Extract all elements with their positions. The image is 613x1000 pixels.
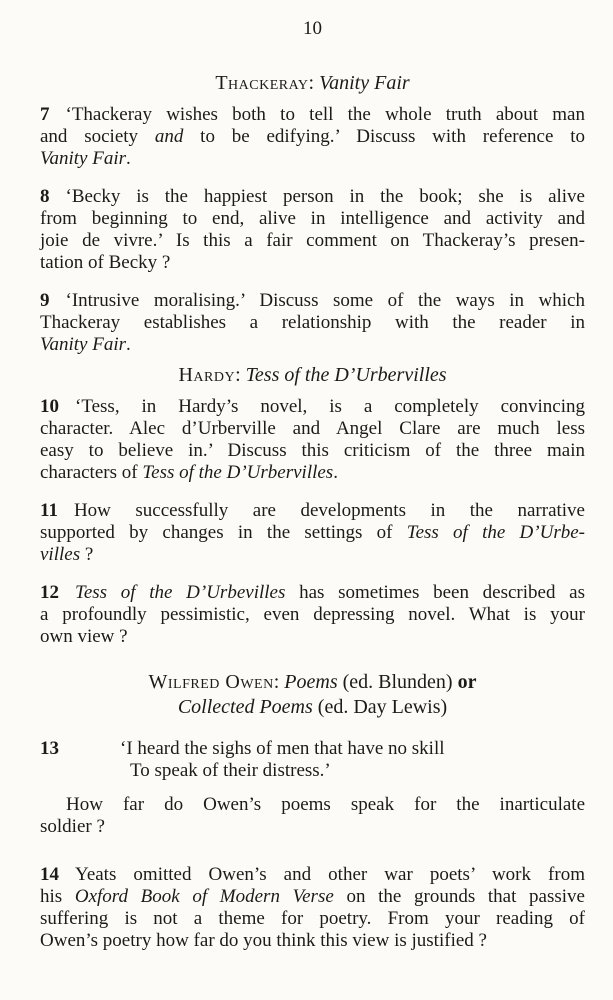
text-run: supported by changes in the settings of xyxy=(40,522,407,543)
text-line xyxy=(40,544,585,566)
question-number: 8 xyxy=(40,186,50,207)
text-run: . xyxy=(126,334,131,355)
text-run: characters of xyxy=(40,462,143,483)
text-run: ‘Thackeray wishes both to tell the whole truth about man xyxy=(65,104,585,125)
question-number: 13 xyxy=(40,738,59,759)
text-run: Vanity Fair xyxy=(40,148,127,169)
question-8 xyxy=(40,186,585,274)
text-run: ‘Tess, in Hardy’s novel, is a completely convincing xyxy=(75,396,585,417)
text-run: or xyxy=(457,671,477,693)
text-line xyxy=(40,604,585,626)
text-run: and xyxy=(154,126,184,147)
text-run: Yeats omitted Owen’s and other war poets’ work from xyxy=(75,864,585,885)
text-run: Thackeray xyxy=(215,72,309,94)
text-run: . xyxy=(126,148,131,169)
text-line xyxy=(40,72,585,94)
text-line xyxy=(40,334,585,356)
text-run: Collected Poems xyxy=(177,696,313,718)
text-run: : xyxy=(273,671,285,693)
text-run: a profoundly pessimistic, even depressing novel. What is your xyxy=(40,604,585,625)
text-run: ‘Intrusive moralising.’ Discuss some of the ways in which xyxy=(65,290,585,311)
text-line xyxy=(40,440,585,462)
text-run: (ed. Blunden) xyxy=(337,671,458,693)
text-line xyxy=(40,186,585,208)
text-run: character. Alec d’Urberville and Angel Clare are much less xyxy=(40,418,585,439)
text-run: ? xyxy=(80,544,94,565)
text-line xyxy=(40,522,585,544)
text-run: Vanity Fair xyxy=(40,334,127,355)
text-run: Poems xyxy=(284,671,338,693)
text-line xyxy=(40,695,585,720)
text-line xyxy=(40,626,585,648)
text-run: own view ? xyxy=(40,626,128,647)
question-13-prompt xyxy=(40,794,585,838)
text-run: (ed. Day Lewis) xyxy=(312,696,448,718)
text-run: To speak of their distress.’ xyxy=(130,760,331,781)
text-run: Owen’s poetry how far do you think this view is justified ? xyxy=(40,930,487,951)
text-run: : xyxy=(308,72,320,94)
section-heading-hardy xyxy=(40,364,585,386)
text-line xyxy=(40,148,585,170)
text-line xyxy=(40,104,585,126)
question-number: 7 xyxy=(40,104,50,125)
text-run: Vanity Fair xyxy=(319,72,410,94)
text-line xyxy=(40,462,585,484)
text-run: Tess of the D’Urbervilles xyxy=(142,462,334,483)
question-number: 14 xyxy=(40,864,59,885)
text-line xyxy=(40,208,585,230)
text-line xyxy=(40,126,585,148)
text-run: How far do Owen’s poems speak for the inarticulate xyxy=(66,794,585,815)
text-run: soldier ? xyxy=(40,816,105,837)
text-line xyxy=(40,864,585,886)
text-line xyxy=(40,760,585,782)
text-run: tation of Becky ? xyxy=(40,252,171,273)
text-line xyxy=(40,230,585,252)
section-heading-owen xyxy=(40,670,585,720)
text-run: Wilfred Owen xyxy=(148,671,274,693)
question-9 xyxy=(40,290,585,356)
text-run: : xyxy=(235,364,246,386)
text-line xyxy=(40,396,585,418)
text-run: Tess of the D’Urbe- xyxy=(406,522,585,543)
question-number: 9 xyxy=(40,290,50,311)
text-run: ‘I heard the sighs of men that have no skill xyxy=(120,738,445,759)
question-number: 11 xyxy=(40,500,58,521)
text-run: villes xyxy=(40,544,81,565)
question-number: 12 xyxy=(40,582,59,603)
text-line xyxy=(40,290,585,312)
question-7 xyxy=(40,104,585,170)
text-line xyxy=(40,930,585,952)
question-11 xyxy=(40,500,585,566)
text-line xyxy=(40,794,585,816)
text-line xyxy=(40,312,585,334)
question-14 xyxy=(40,864,585,952)
text-run: and society xyxy=(40,126,155,147)
text-run: Tess of the D’Urbervilles xyxy=(245,364,447,386)
text-run: his xyxy=(40,886,75,907)
text-run: has sometimes been described as xyxy=(285,582,585,603)
text-line xyxy=(40,670,585,695)
text-run: Oxford Book of Modern Verse xyxy=(74,886,334,907)
page-number: 10 xyxy=(303,18,322,39)
text-line xyxy=(40,252,585,274)
text-line xyxy=(40,816,585,838)
section-heading-thackeray xyxy=(40,72,585,94)
text-run: How successfully are developments in the narrative xyxy=(73,500,585,521)
text-run: easy to believe in.’ Discuss this criticism of the three main xyxy=(40,440,585,461)
text-run: . xyxy=(333,462,338,483)
text-line xyxy=(40,582,585,604)
text-run: to be edifying.’ Discuss with reference to xyxy=(183,126,585,147)
text-run: joie de vivre.’ Is this a fair comment on Thackeray’s presen- xyxy=(40,230,585,251)
text-line xyxy=(40,886,585,908)
text-line xyxy=(40,908,585,930)
text-line xyxy=(40,418,585,440)
question-number: 10 xyxy=(40,396,59,417)
question-13-verse-quote xyxy=(40,738,585,782)
text-run: Hardy xyxy=(178,364,236,386)
text-run: from beginning to end, alive in intelligence and activity and xyxy=(40,208,585,229)
question-10 xyxy=(40,396,585,484)
text-line xyxy=(40,364,585,386)
text-line xyxy=(40,500,585,522)
question-12 xyxy=(40,582,585,648)
text-run: Tess of the D’Urbevilles xyxy=(75,582,286,603)
text-run: on the grounds that passive xyxy=(333,886,585,907)
text-run: Thackeray establishes a relationship with the reader in xyxy=(40,312,585,333)
text-run: suffering is not a theme for poetry. From your reading of xyxy=(40,908,585,929)
text-line xyxy=(40,738,585,760)
text-run: ‘Becky is the happiest person in the book; she is alive xyxy=(65,186,585,207)
